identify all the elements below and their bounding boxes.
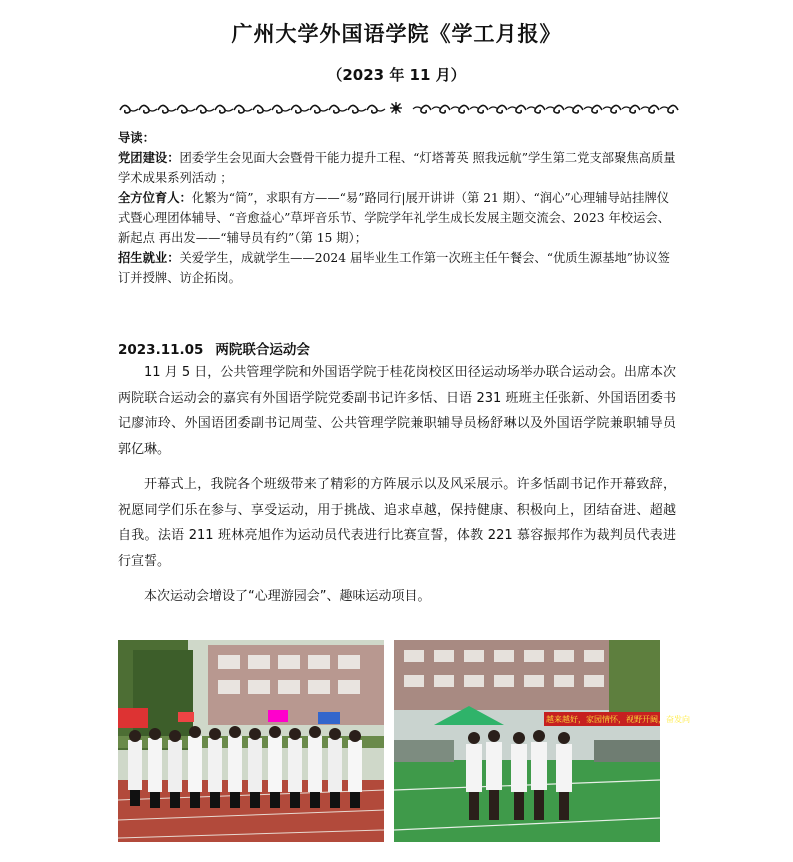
- article-paragraph: 11 月 5 日，公共管理学院和外国语学院于桂花岗校区田径运动场举办联合运动会。出席本次两院联合运动会的嘉宾有外国语学院党委副书记许多恬、日语 231 班班主任张新、外国语团委书记廖沛玲、外国语团委副书记周莹、公共管理学院兼职辅导员杨舒琳以及外国语学院兼职辅导员郭亿琳。: [118, 365, 676, 457]
- intro-heading: 导读：: [118, 130, 155, 145]
- article-heading: [118, 338, 310, 358]
- article-body: [118, 360, 676, 620]
- intro-section: [118, 128, 678, 288]
- document-subtitle: （2023 年 11 月）: [327, 66, 466, 84]
- ornamental-divider: [118, 99, 673, 117]
- intro-item-text: 化繁为“简”，求职有方——“易”路同行|展开讲讲（第 21 期）、“润心”心理辅导站挂牌仪式暨心理团体辅导、“音愈益心”草坪音乐节、学院学年礼学生成长发展主题交流会、2023 年校运会、新起点 再出发——“辅导员有约”（第 15 期）；: [118, 191, 670, 245]
- article-title: 两院联合运动会: [215, 342, 310, 358]
- article-date: 2023.11.05: [118, 342, 204, 358]
- intro-item-education: [118, 188, 678, 248]
- photo-fun-games: [394, 640, 690, 842]
- article-paragraph: 本次运动会增设了“心理游园会”、趣味运动项目。: [144, 589, 431, 604]
- intro-item-text: 关爱学生，成就学生——2024 届毕业生工作第一次班主任午餐会、“优质生源基地”协议签订并授牌、访企拓岗。: [118, 251, 670, 285]
- intro-item-party: [118, 148, 678, 188]
- banner-text: 越来越好，家园情怀，视野开阔，奋发向: [546, 715, 690, 724]
- intro-item-label: 招生就业：: [118, 250, 180, 265]
- intro-item-label: 党团建设：: [118, 150, 180, 165]
- photo-parade: [118, 640, 384, 842]
- document-title: 广州大学外国语学院《学工月报》: [231, 22, 562, 46]
- intro-item-text: 团委学生会见面大会暨骨干能力提升工程、“灯塔菁英 照我远航”学生第二党支部聚焦高质量学术成果系列活动 ；: [118, 151, 676, 185]
- article-paragraph: 开幕式上，我院各个班级带来了精彩的方阵展示以及风采展示。许多恬副书记作开幕致辞，祝愿同学们乐在参与、享受运动，用于挑战、追求卓越，保持健康、积极向上，团结奋进、超越自我。法语 211 班林亮旭作为运动员代表进行比赛宣誓，体教 221 慕容振邦作为裁判员代表进行宣誓。: [118, 477, 676, 569]
- intro-item-label: 全方位育人：: [118, 190, 192, 205]
- intro-item-employment: [118, 248, 678, 288]
